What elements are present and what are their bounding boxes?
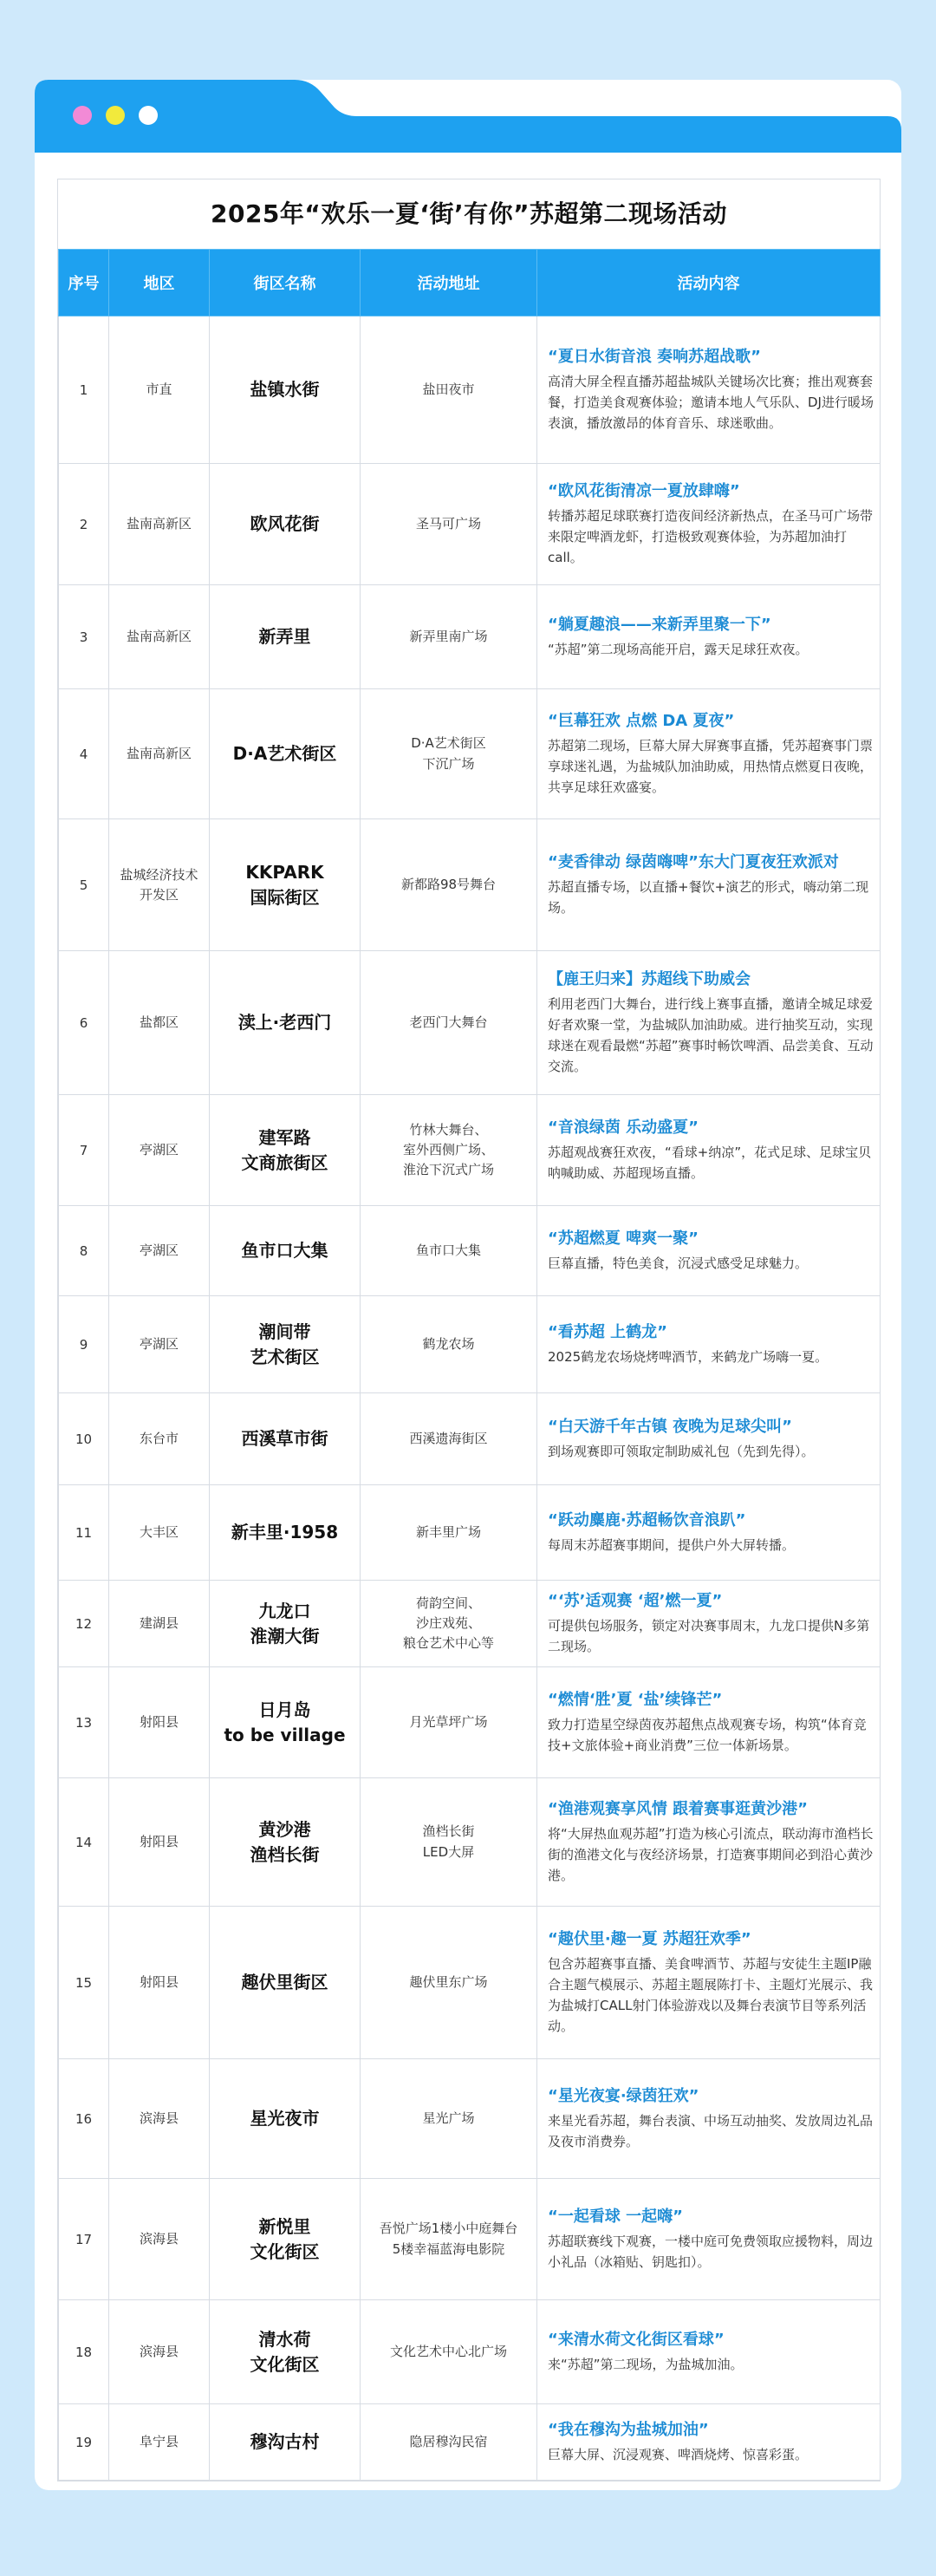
activity-description: 苏超直播专场，以直播+餐饮+演艺的形式，嗨动第二现场。 bbox=[548, 878, 869, 916]
row-region: 盐南高新区 bbox=[109, 689, 210, 819]
table-row bbox=[59, 1393, 881, 1485]
activity-title: “苏超燃夏 啤爽一聚” bbox=[548, 1229, 699, 1249]
row-block-name: 黄沙港 渔档长街 bbox=[210, 1778, 361, 1907]
row-block-name: 星光夜市 bbox=[210, 2059, 361, 2179]
row-number: 1 bbox=[59, 316, 109, 464]
activity-title: “趣伏里·趣一夏 苏超狂欢季” bbox=[548, 1930, 751, 1949]
activity-title: “夏日水街音浪 奏响苏超战歌” bbox=[548, 348, 761, 367]
activity-title: “渔港观赛享风情 跟着赛事逛黄沙港” bbox=[548, 1800, 808, 1819]
row-region: 市直 bbox=[109, 316, 210, 464]
activity-title: “白天游千年古镇 夜晚为足球尖叫” bbox=[548, 1418, 792, 1437]
activity-title: “躺夏趣浪——来新弄里聚一下” bbox=[548, 616, 771, 635]
activity-title: “一起看球 一起嗨” bbox=[548, 2208, 683, 2227]
row-block-name: KKPARK 国际街区 bbox=[210, 819, 361, 951]
row-region: 滨海县 bbox=[109, 2179, 210, 2300]
row-region: 盐南高新区 bbox=[109, 585, 210, 689]
activity-description: 到场观赛即可领取定制助威礼包（先到先得）。 bbox=[548, 1443, 815, 1459]
row-number: 17 bbox=[59, 2179, 109, 2300]
row-address: 盐田夜市 bbox=[361, 316, 537, 464]
row-block-name: 趣伏里街区 bbox=[210, 1907, 361, 2059]
row-region: 东台市 bbox=[109, 1393, 210, 1485]
row-address: 荷韵空间、 沙庄戏苑、 粮仓艺术中心等 bbox=[361, 1581, 537, 1667]
activity-title: “麦香律动 绿茵嗨啤”东大门夏夜狂欢派对 bbox=[548, 853, 839, 872]
row-block-name: 西溪草市街 bbox=[210, 1393, 361, 1485]
table-row bbox=[59, 2179, 881, 2300]
row-content bbox=[537, 316, 881, 464]
row-block-name: 穆沟古村 bbox=[210, 2404, 361, 2481]
header-no: 序号 bbox=[59, 250, 109, 316]
activity-title: “欧风花街清凉一夏放肆嗨” bbox=[548, 482, 740, 501]
row-region: 射阳县 bbox=[109, 1667, 210, 1778]
yellow-dot-icon[interactable] bbox=[106, 106, 125, 125]
row-content bbox=[537, 1296, 881, 1393]
activity-description: 苏超观战赛狂欢夜，“看球+纳凉”，花式足球、足球宝贝呐喊助威、苏超现场直播。 bbox=[548, 1144, 872, 1181]
row-content bbox=[537, 1206, 881, 1296]
activity-title: “跃动麋鹿·苏超畅饮音浪趴” bbox=[548, 1511, 746, 1530]
row-address: D·A艺术街区 下沉广场 bbox=[361, 689, 537, 819]
row-region: 阜宁县 bbox=[109, 2404, 210, 2481]
row-content bbox=[537, 951, 881, 1095]
row-address: 老西门大舞台 bbox=[361, 951, 537, 1095]
row-address: 新弄里南广场 bbox=[361, 585, 537, 689]
activity-title: 【鹿王归来】苏超线下助威会 bbox=[548, 970, 751, 989]
row-content bbox=[537, 1393, 881, 1485]
activity-description: 致力打造星空绿茵夜苏超焦点战观赛专场，构筑“体育竞技+文旅体验+商业消费”三位一体新场景。 bbox=[548, 1716, 867, 1753]
row-address: 隐居穆沟民宿 bbox=[361, 2404, 537, 2481]
white-dot-icon[interactable] bbox=[139, 106, 158, 125]
row-content bbox=[537, 689, 881, 819]
row-content bbox=[537, 1778, 881, 1907]
row-content bbox=[537, 464, 881, 585]
row-number: 11 bbox=[59, 1485, 109, 1581]
row-block-name: 渎上·老西门 bbox=[210, 951, 361, 1095]
window-titlebar bbox=[35, 80, 901, 153]
row-block-name: 新悦里 文化街区 bbox=[210, 2179, 361, 2300]
activity-description: 苏超联赛线下观赛，一楼中庭可免费领取应援物料，周边小礼品（冰箱贴、钥匙扣）。 bbox=[548, 2233, 874, 2270]
row-region: 亭湖区 bbox=[109, 1296, 210, 1393]
table-row bbox=[59, 2404, 881, 2481]
row-number: 9 bbox=[59, 1296, 109, 1393]
row-number: 8 bbox=[59, 1206, 109, 1296]
row-address: 趣伏里东广场 bbox=[361, 1907, 537, 2059]
activity-description: 可提供包场服务，锁定对决赛事周末，九龙口提供N多第二现场。 bbox=[548, 1617, 870, 1654]
row-number: 3 bbox=[59, 585, 109, 689]
activity-description: 高清大屏全程直播苏超盐城队关键场次比赛；推出观赛套餐，打造美食观赛体验；邀请本地人气乐队、DJ进行暖场表演，播放激昂的体育音乐、球迷歌曲。 bbox=[548, 373, 874, 431]
row-address: 鹤龙农场 bbox=[361, 1296, 537, 1393]
row-number: 16 bbox=[59, 2059, 109, 2179]
row-block-name: 潮间带 艺术街区 bbox=[210, 1296, 361, 1393]
table-row bbox=[59, 464, 881, 585]
table-row bbox=[59, 1581, 881, 1667]
row-region: 建湖县 bbox=[109, 1581, 210, 1667]
row-address: 渔档长街 LED大屏 bbox=[361, 1778, 537, 1907]
row-number: 4 bbox=[59, 689, 109, 819]
table-row bbox=[59, 1206, 881, 1296]
row-region: 滨海县 bbox=[109, 2059, 210, 2179]
row-number: 7 bbox=[59, 1095, 109, 1206]
activity-title: “‘苏’适观赛 ‘超’燃一夏” bbox=[548, 1592, 723, 1611]
activity-description: 2025鹤龙农场烧烤啤酒节，来鹤龙广场嗨一夏。 bbox=[548, 1348, 829, 1365]
activity-table bbox=[58, 249, 881, 2481]
table-row bbox=[59, 585, 881, 689]
activity-title: “音浪绿茵 乐动盛夏” bbox=[548, 1118, 699, 1138]
table-row bbox=[59, 1296, 881, 1393]
row-block-name: 清水荷 文化街区 bbox=[210, 2300, 361, 2404]
activity-title: “我在穆沟为盐城加油” bbox=[548, 2421, 709, 2440]
row-content bbox=[537, 1907, 881, 2059]
activity-description: 将“大屏热血观苏超”打造为核心引流点，联动海市渔档长街的渔港文化与夜经济场景，打造赛事期间必到沿心黄沙港。 bbox=[548, 1825, 874, 1883]
activity-description: 巨幕直播，特色美食，沉浸式感受足球魅力。 bbox=[548, 1255, 809, 1271]
row-block-name: 日月岛 to be village bbox=[210, 1667, 361, 1778]
header-region: 地区 bbox=[109, 250, 210, 316]
table-body bbox=[59, 316, 881, 2481]
activity-description: 来星光看苏超，舞台表演、中场互动抽奖、发放周边礼品及夜市消费券。 bbox=[548, 2112, 874, 2149]
row-region: 射阳县 bbox=[109, 1778, 210, 1907]
row-number: 18 bbox=[59, 2300, 109, 2404]
row-address: 星光广场 bbox=[361, 2059, 537, 2179]
activity-description: 转播苏超足球联赛打造夜间经济新热点，在圣马可广场带来限定啤酒龙虾，打造极致观赛体验，为苏超加油打call。 bbox=[548, 507, 874, 565]
row-region: 盐都区 bbox=[109, 951, 210, 1095]
row-address: 竹林大舞台、 室外西侧广场、 淮沧下沉式广场 bbox=[361, 1095, 537, 1206]
row-region: 滨海县 bbox=[109, 2300, 210, 2404]
page-title: 2025年“欢乐一夏‘街’有你”苏超第二现场活动 bbox=[210, 199, 727, 228]
activity-description: 利用老西门大舞台，进行线上赛事直播，邀请全城足球爱好者欢聚一堂，为盐城队加油助威。进行抽奖互动，实现球迷在观看最燃“苏超”赛事时畅饮啤酒、品尝美食、互动交流。 bbox=[548, 995, 874, 1074]
row-block-name: D·A艺术街区 bbox=[210, 689, 361, 819]
table-row bbox=[59, 2300, 881, 2404]
row-content bbox=[537, 1581, 881, 1667]
row-address: 月光草坪广场 bbox=[361, 1667, 537, 1778]
row-block-name: 新丰里·1958 bbox=[210, 1485, 361, 1581]
row-address: 鱼市口大集 bbox=[361, 1206, 537, 1296]
row-address: 新丰里广场 bbox=[361, 1485, 537, 1581]
row-region: 射阳县 bbox=[109, 1907, 210, 2059]
activity-description: 苏超第二现场，巨幕大屏大屏赛事直播，凭苏超赛事门票享球迷礼遇，为盐城队加油助威，用热情点燃夏日夜晚，共享足球狂欢盛宴。 bbox=[548, 737, 874, 795]
row-block-name: 欧风花街 bbox=[210, 464, 361, 585]
row-region: 盐城经济技术 开发区 bbox=[109, 819, 210, 951]
row-region: 亭湖区 bbox=[109, 1206, 210, 1296]
row-number: 15 bbox=[59, 1907, 109, 2059]
header-content: 活动内容 bbox=[537, 250, 881, 316]
row-content bbox=[537, 585, 881, 689]
activity-description: 每周末苏超赛事期间，提供户外大屏转播。 bbox=[548, 1536, 796, 1553]
pink-dot-icon[interactable] bbox=[73, 106, 92, 125]
row-block-name: 九龙口 淮潮大街 bbox=[210, 1581, 361, 1667]
row-block-name: 建军路 文商旅街区 bbox=[210, 1095, 361, 1206]
row-content bbox=[537, 2059, 881, 2179]
titlebar-shape bbox=[35, 80, 901, 153]
table-row bbox=[59, 819, 881, 951]
table-row bbox=[59, 1778, 881, 1907]
row-region: 盐南高新区 bbox=[109, 464, 210, 585]
row-address: 西溪遗海街区 bbox=[361, 1393, 537, 1485]
activity-title: “燃情‘胜’夏 ‘盐’续锋芒” bbox=[548, 1691, 723, 1710]
activity-title: “巨幕狂欢 点燃 DA 夏夜” bbox=[548, 712, 735, 731]
row-content bbox=[537, 2300, 881, 2404]
activity-description: 包含苏超赛事直播、美食啤酒节、苏超与安徒生主题IP融合主题气模展示、苏超主题展陈打卡、主题灯光展示、我为盐城打CALL射门体验游戏以及舞台表演节目等系列活动。 bbox=[548, 1955, 874, 2034]
row-address: 圣马可广场 bbox=[361, 464, 537, 585]
table-row bbox=[59, 2059, 881, 2179]
header-block-name: 街区名称 bbox=[210, 250, 361, 316]
document-window bbox=[35, 80, 901, 2490]
activity-description: “苏超”第二现场高能开启，露天足球狂欢夜。 bbox=[548, 641, 809, 657]
table-row bbox=[59, 689, 881, 819]
row-content bbox=[537, 1095, 881, 1206]
row-region: 亭湖区 bbox=[109, 1095, 210, 1206]
table-header-row bbox=[59, 250, 881, 316]
row-address: 文化艺术中心北广场 bbox=[361, 2300, 537, 2404]
row-content bbox=[537, 819, 881, 951]
activity-title: “星光夜宴·绿茵狂欢” bbox=[548, 2087, 699, 2106]
row-number: 13 bbox=[59, 1667, 109, 1778]
table-row bbox=[59, 1095, 881, 1206]
table-row bbox=[59, 316, 881, 464]
row-content bbox=[537, 2404, 881, 2481]
row-address: 吾悦广场1楼小中庭舞台 5楼幸福蓝海电影院 bbox=[361, 2179, 537, 2300]
table-row bbox=[59, 1907, 881, 2059]
row-content bbox=[537, 2179, 881, 2300]
row-region: 大丰区 bbox=[109, 1485, 210, 1581]
table-row bbox=[59, 951, 881, 1095]
row-block-name: 鱼市口大集 bbox=[210, 1206, 361, 1296]
row-number: 12 bbox=[59, 1581, 109, 1667]
activity-description: 巨幕大屏、沉浸观赛、啤酒烧烤、惊喜彩蛋。 bbox=[548, 2446, 809, 2462]
row-number: 19 bbox=[59, 2404, 109, 2481]
row-block-name: 盐镇水街 bbox=[210, 316, 361, 464]
table-row bbox=[59, 1485, 881, 1581]
header-address: 活动地址 bbox=[361, 250, 537, 316]
activity-description: 来“苏超”第二现场，为盐城加油。 bbox=[548, 2356, 744, 2372]
activity-title: “来清水荷文化街区看球” bbox=[548, 2331, 725, 2350]
row-address: 新都路98号舞台 bbox=[361, 819, 537, 951]
row-content bbox=[537, 1485, 881, 1581]
activity-title: “看苏超 上鹤龙” bbox=[548, 1323, 667, 1342]
row-number: 6 bbox=[59, 951, 109, 1095]
row-number: 10 bbox=[59, 1393, 109, 1485]
row-number: 5 bbox=[59, 819, 109, 951]
row-number: 14 bbox=[59, 1778, 109, 1907]
document-panel bbox=[57, 179, 881, 2481]
row-number: 2 bbox=[59, 464, 109, 585]
row-block-name: 新弄里 bbox=[210, 585, 361, 689]
table-row bbox=[59, 1667, 881, 1778]
row-content bbox=[537, 1667, 881, 1778]
